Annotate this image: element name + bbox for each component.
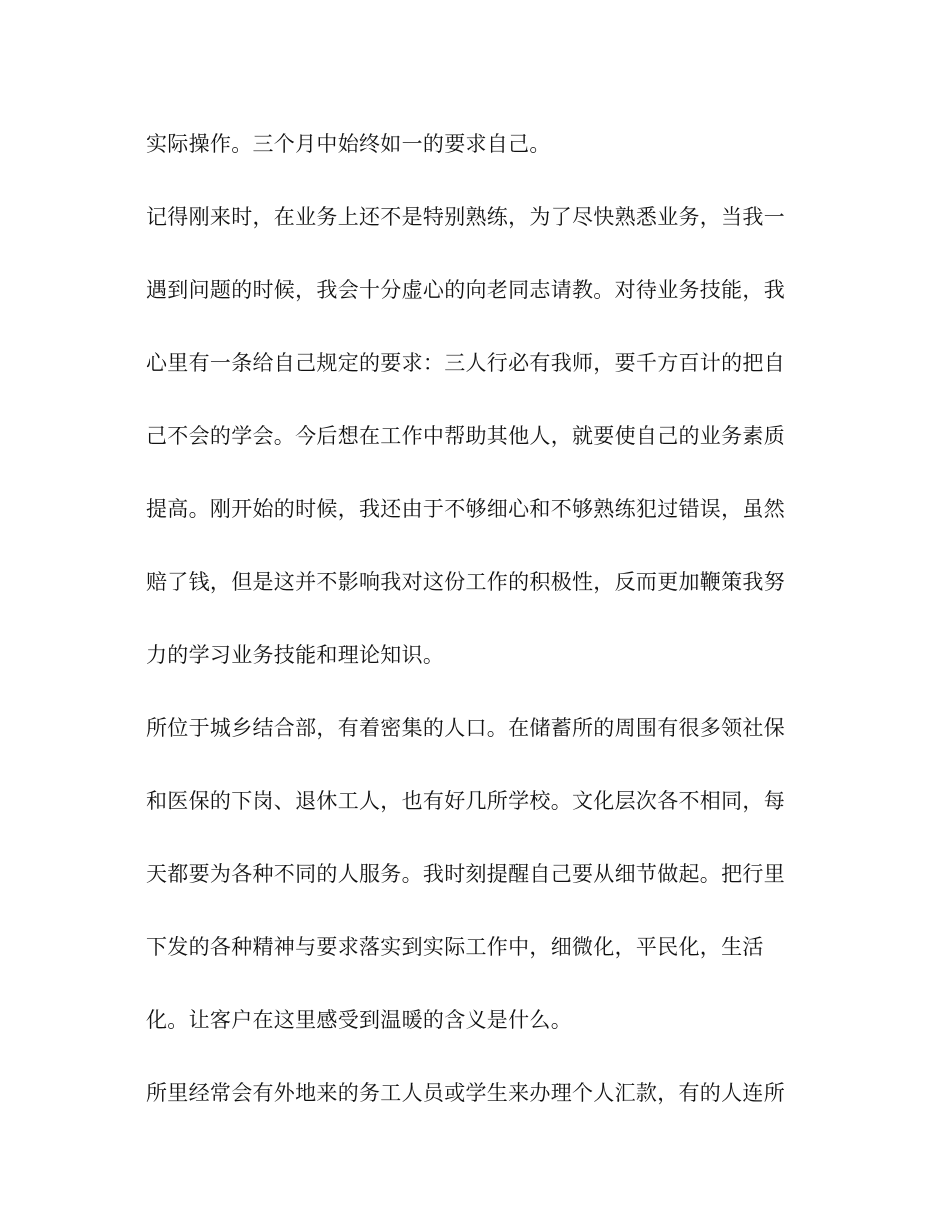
text-line: 心里有一条给自己规定的要求：三人行必有我师，要千方百计的把自 — [146, 351, 785, 375]
text-line: 天都要为各种不同的人服务。我时刻提醒自己要从细节做起。把行里 — [146, 862, 785, 886]
text-line: 遇到问题的时候，我会十分虚心的向老同志请教。对待业务技能，我 — [146, 278, 785, 302]
text-line: 提高。刚开始的时候，我还由于不够细心和不够熟练犯过错误，虽然 — [146, 497, 785, 521]
text-line: 和医保的下岗、退休工人，也有好几所学校。文化层次各不相同，每 — [146, 789, 785, 813]
text-line: 所位于城乡结合部，有着密集的人口。在储蓄所的周围有很多领社保 — [146, 716, 785, 740]
text-line: 力的学习业务技能和理论知识。 — [146, 643, 445, 667]
text-line: 化。让客户在这里感受到温暖的含义是什么。 — [146, 1008, 572, 1032]
text-line: 己不会的学会。今后想在工作中帮助其他人，就要使自己的业务素质 — [146, 424, 785, 448]
text-line: 下发的各种精神与要求落实到实际工作中，细微化，平民化，生活 — [146, 935, 764, 959]
text-line: 记得刚来时，在业务上还不是特别熟练，为了尽快熟悉业务，当我一 — [146, 205, 785, 229]
text-line: 实际操作。三个月中始终如一的要求自己。 — [146, 132, 551, 156]
text-line: 所里经常会有外地来的务工人员或学生来办理个人汇款，有的人连所 — [146, 1081, 785, 1105]
text-line: 赔了钱，但是这并不影响我对这份工作的积极性，反而更加鞭策我努 — [146, 570, 785, 594]
